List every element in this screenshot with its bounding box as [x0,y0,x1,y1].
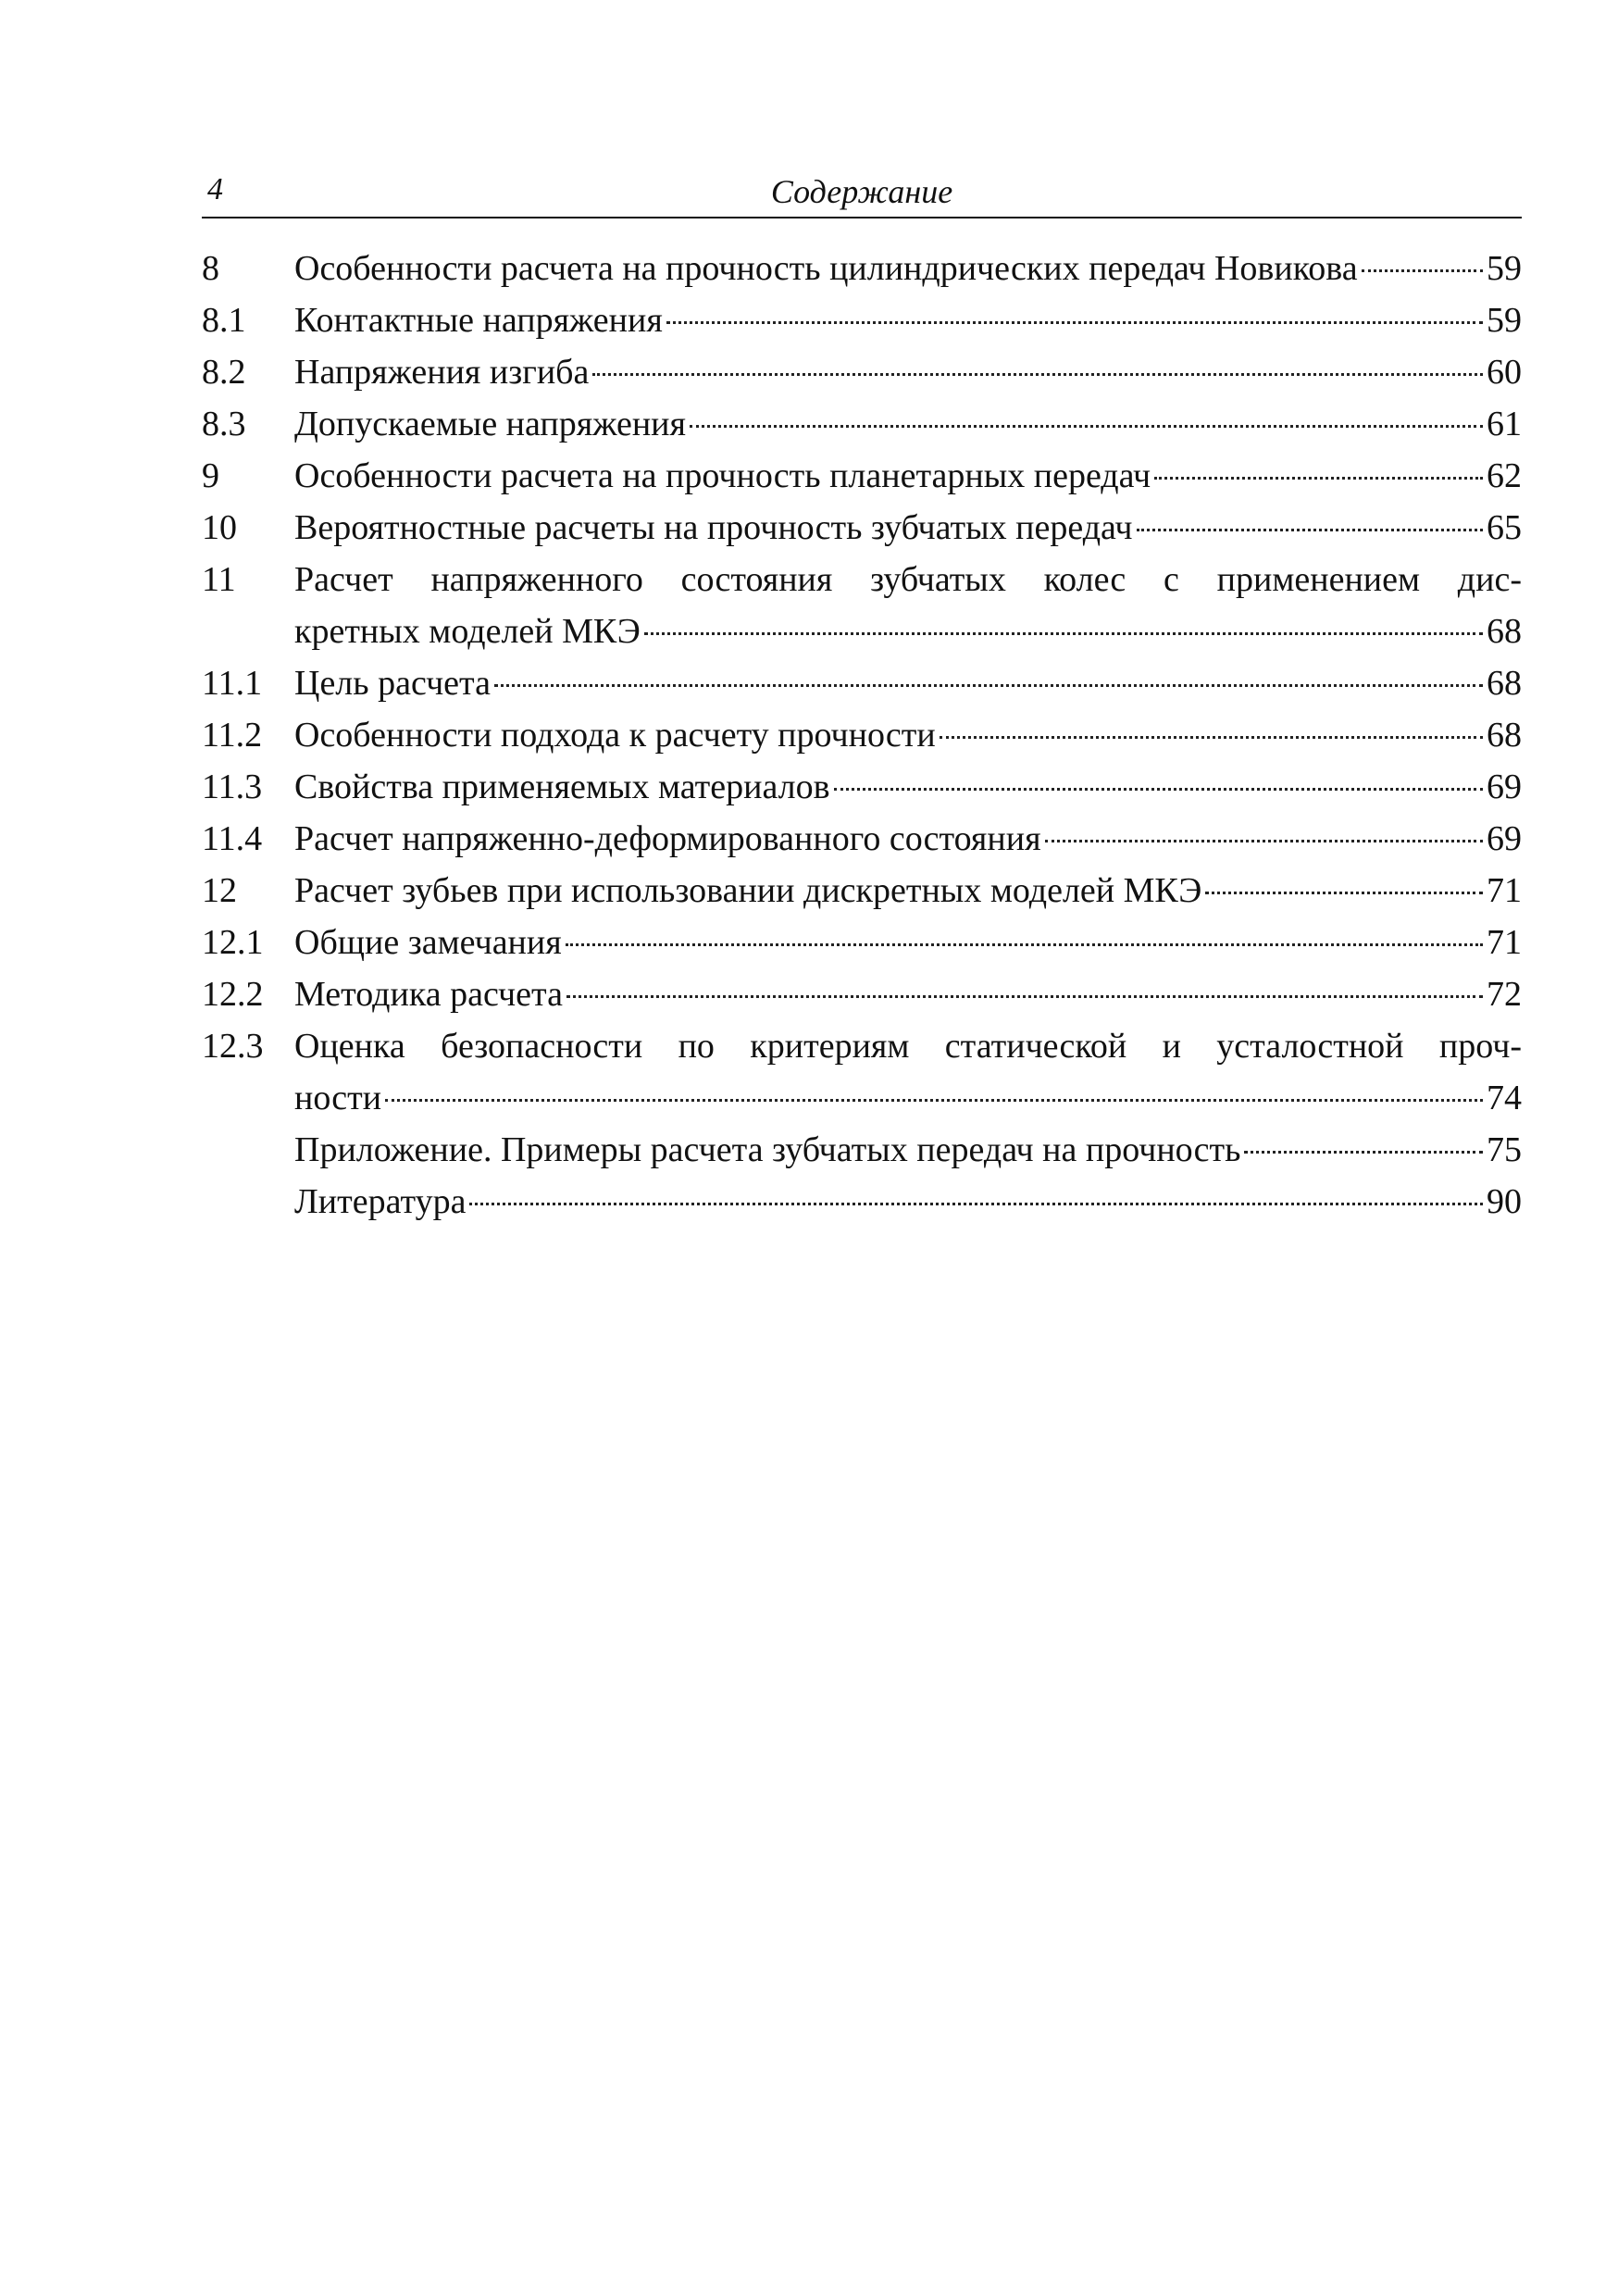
toc-entry-number: 8 [202,249,219,288]
toc-entry-line [294,502,1522,554]
dot-leader [644,632,1483,635]
toc-entry-page: 59 [1487,301,1522,340]
dot-leader [1154,477,1483,480]
toc-entry-body [294,554,1522,657]
toc-entry-title: Методика расчета [294,975,563,1014]
toc-entry-title: Общие замечания [294,923,562,962]
toc-entry-page: 69 [1487,767,1522,806]
toc-entry[interactable] [202,1176,1522,1228]
toc-entry-page: 72 [1487,975,1522,1014]
toc-entry-title: Приложение. Примеры расчета зубчатых передач на прочность [294,1130,1241,1169]
dot-leader [1045,840,1483,842]
toc-entry-body [294,865,1522,917]
dot-leader [940,736,1483,739]
table-of-contents [202,243,1522,1228]
dot-leader [566,995,1483,998]
dot-leader [1362,269,1483,272]
toc-entry-number: 12 [202,871,237,910]
toc-entry-line [294,1072,1522,1124]
toc-entry-title-line1: Оценка безопасности по критериям статической и усталостной проч- [294,1027,1522,1066]
toc-entry-line [294,294,1522,346]
toc-entry-page: 65 [1487,508,1522,547]
toc-entry-title: Особенности расчета на прочность цилиндрических передач Новикова [294,249,1358,288]
toc-entry-line [294,450,1522,502]
toc-entry-page: 74 [1487,1079,1522,1117]
toc-entry-number: 11.4 [202,819,263,858]
toc-entry-page: 75 [1487,1130,1522,1169]
toc-entry-line [294,605,1522,657]
dot-leader [690,425,1483,428]
toc-entry-number: 9 [202,456,219,495]
toc-entry[interactable] [202,450,1522,502]
toc-entry[interactable] [202,554,1522,657]
toc-entry[interactable] [202,243,1522,294]
toc-entry-number: 11 [202,560,236,599]
dot-leader [385,1099,1483,1102]
toc-entry-body [294,502,1522,554]
toc-entry-line [294,709,1522,761]
toc-entry-number: 11.3 [202,767,263,806]
toc-entry-page: 59 [1487,249,1522,288]
toc-entry-page: 62 [1487,456,1522,495]
toc-entry-number: 10 [202,508,237,547]
toc-entry-number: 12.3 [202,1027,264,1066]
toc-entry-title: Расчет напряженно-деформированного состояния [294,819,1041,858]
toc-entry-number: 11.2 [202,716,263,755]
dot-leader [592,373,1483,376]
toc-entry-page: 61 [1487,405,1522,443]
toc-entry-page: 60 [1487,353,1522,392]
dot-leader [834,788,1483,791]
toc-entry-title: кретных моделей МКЭ [294,612,641,651]
toc-entry-body [294,968,1522,1020]
toc-entry-line [294,813,1522,865]
toc-entry-body [294,243,1522,294]
toc-entry-number: 12.1 [202,923,264,962]
toc-entry[interactable] [202,865,1522,917]
toc-entry-title: Свойства применяемых материалов [294,767,830,806]
toc-entry[interactable] [202,813,1522,865]
page-number: 4 [207,172,223,206]
toc-entry-title: Особенности подхода к расчету прочности [294,716,936,755]
toc-entry-body [294,1176,1522,1228]
dot-leader [1244,1151,1483,1154]
toc-entry-body [294,657,1522,709]
toc-entry-title: Контактные напряжения [294,301,663,340]
dot-leader [566,943,1483,946]
toc-entry[interactable] [202,502,1522,554]
toc-entry-title: ности [294,1079,382,1117]
toc-entry-body [294,813,1522,865]
dot-leader [666,321,1483,324]
toc-entry[interactable] [202,1124,1522,1176]
toc-entry[interactable] [202,1020,1522,1124]
toc-entry-body [294,917,1522,968]
toc-entry-title: Вероятностные расчеты на прочность зубчатых передач [294,508,1133,547]
toc-entry-body [294,346,1522,398]
running-title: Содержание [770,173,953,210]
toc-entry-title: Особенности расчета на прочность планетарных передач [294,456,1151,495]
toc-entry-page: 68 [1487,716,1522,755]
toc-entry-body [294,450,1522,502]
toc-entry[interactable] [202,761,1522,813]
toc-entry-page: 90 [1487,1182,1522,1221]
toc-entry-line [294,865,1522,917]
dot-leader [1205,892,1483,894]
toc-entry-title: Расчет зубьев при использовании дискретных моделей МКЭ [294,871,1202,910]
toc-entry-body [294,1124,1522,1176]
toc-entry-page: 68 [1487,664,1522,703]
toc-entry-number: 11.1 [202,664,263,703]
toc-entry[interactable] [202,346,1522,398]
toc-entry-number: 8.3 [202,405,246,443]
toc-entry-line [294,243,1522,294]
toc-entry-number: 8.1 [202,301,246,340]
toc-entry-line [294,761,1522,813]
dot-leader [494,684,1483,687]
toc-entry-body [294,294,1522,346]
toc-entry[interactable] [202,917,1522,968]
toc-entry-line [294,346,1522,398]
toc-entry-number: 8.2 [202,353,246,392]
toc-entry-line [294,917,1522,968]
toc-entry[interactable] [202,657,1522,709]
dot-leader [469,1203,1483,1205]
toc-entry-title: Литература [294,1182,467,1221]
toc-entry-body [294,398,1522,450]
dot-leader [1137,529,1484,531]
toc-entry-title: Напряжения изгиба [294,353,590,392]
toc-entry-page: 69 [1487,819,1522,858]
toc-entry-line [294,398,1522,450]
toc-entry[interactable] [202,709,1522,761]
toc-entry-line [294,968,1522,1020]
page-header [202,165,1522,218]
toc-entry-number: 12.2 [202,975,264,1014]
toc-entry-line [294,657,1522,709]
toc-entry[interactable] [202,294,1522,346]
toc-entry-title: Допускаемые напряжения [294,405,686,443]
toc-entry-title: Цель расчета [294,664,491,703]
toc-entry-body [294,761,1522,813]
toc-entry-line [294,1176,1522,1228]
toc-entry-page: 71 [1487,871,1522,910]
toc-entry[interactable] [202,968,1522,1020]
toc-entry-line [294,1124,1522,1176]
toc-entry-page: 71 [1487,923,1522,962]
toc-entry-body [294,1020,1522,1124]
toc-entry-title-line1: Расчет напряженного состояния зубчатых колес с применением дис- [294,560,1522,599]
toc-entry-body [294,709,1522,761]
toc-entry-page: 68 [1487,612,1522,651]
toc-entry[interactable] [202,398,1522,450]
